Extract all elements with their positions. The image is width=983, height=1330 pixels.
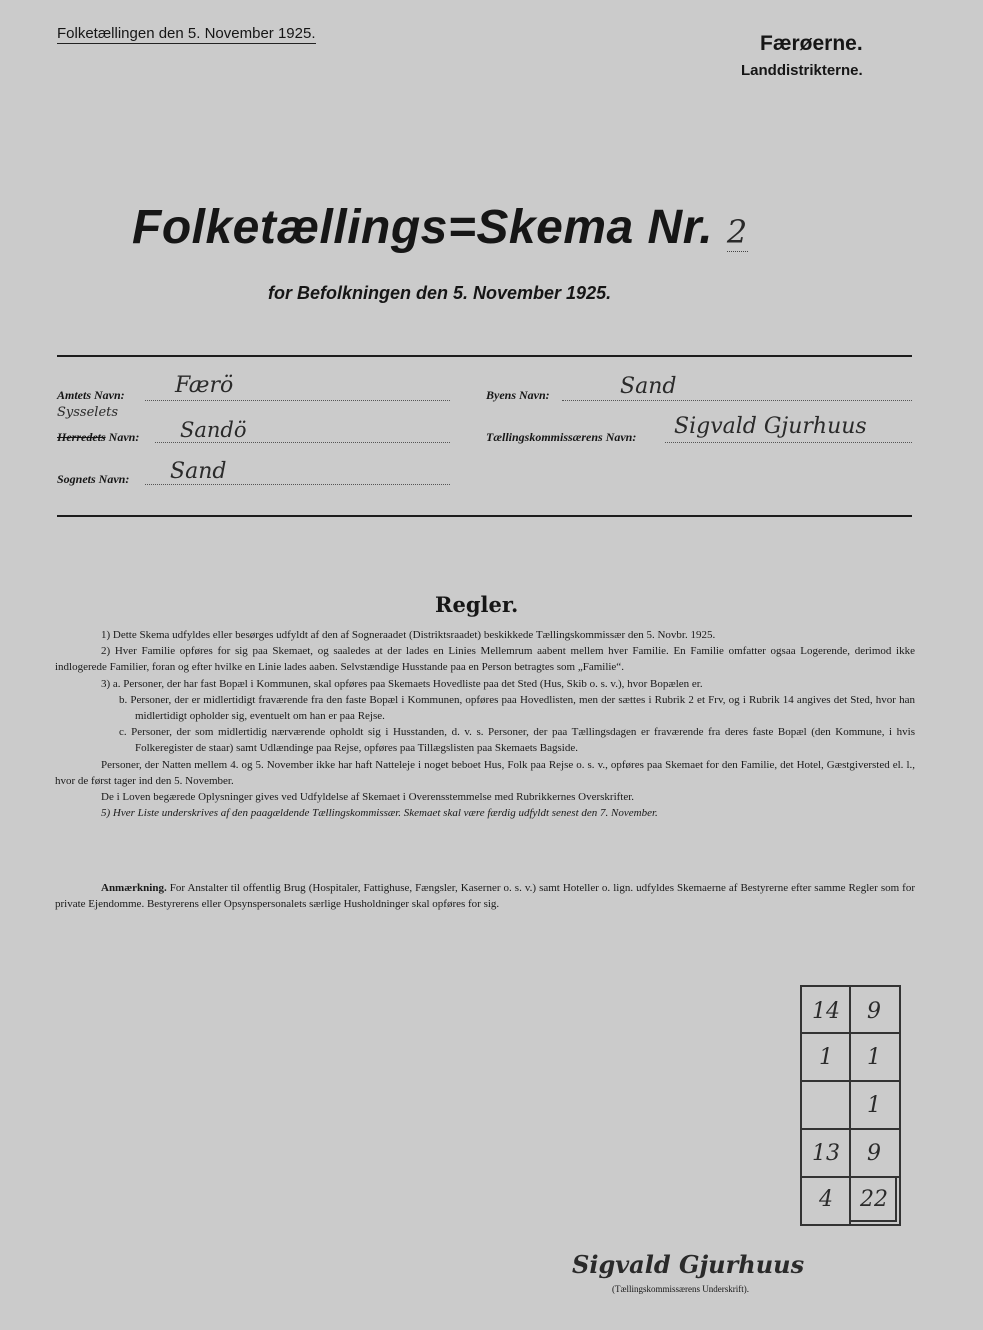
sogn-line (145, 484, 450, 485)
rule-3c: c. Personer, der som midlertidig nærværende opholdt sig i Husstanden, d. v. s. Personer, der paa Tællingsdagen er fraværende fra deres faste Bopæl (den Kommune, i hvis Folkeregister de staar) samt Udlændinge paa Rejse, opføres paa Tillægslisten paa Skemaets Bagside. (119, 726, 915, 755)
tally-cell: 9 (867, 1141, 881, 1166)
signature-caption: (Tællingskommissærens Underskrift). (612, 1284, 749, 1294)
grid-row-line (802, 1032, 899, 1034)
amt-value: Færö (175, 373, 234, 398)
tally-cell: 1 (867, 1045, 881, 1070)
divider-bottom (57, 515, 912, 517)
signature: Sigvald Gjurhuus (572, 1250, 805, 1279)
rule-5: 5) Hver Liste underskrives af den paagældende Tællingskommissær. Skemaet skal være færdig udfyldt senest den 7. November. (101, 807, 658, 820)
rules-heading: Regler. (435, 592, 519, 617)
census-title: Folketællingen den 5. November 1925. (57, 25, 316, 42)
rule-2: 2) Hver Familie opføres for sig paa Skemaet, og saaledes at der lades en Linies Mellemrum aabent mellem hver Familie. En Familie omfatter ogsaa Logerende, derimod ikke indlogerede Familier, foran og efter hvilke en Linie lades aaben. Selvstændige Husstande paa en Person betragtes som „Familie“. (55, 645, 915, 674)
tally-cell: 13 (812, 1141, 840, 1166)
tally-cell: 9 (867, 999, 881, 1024)
form-number: 2 (726, 213, 748, 251)
note-label: Anmærkning. (101, 882, 167, 894)
herred-label-suffix: Navn: (108, 430, 140, 444)
rules-body (55, 627, 915, 821)
rule-1: 1) Dette Skema udfyldes eller besørges udfyldt af den af Sogneraadet (Distriktsraadet) beskikkede Tællingskommissær den 5. Novbr. 1925. (101, 629, 716, 641)
kommissaer-line (665, 442, 912, 443)
tally-cell: 22 (860, 1187, 888, 1212)
grid-row-line (802, 1128, 899, 1130)
herred-line (155, 442, 450, 443)
amt-line (145, 400, 450, 401)
note-text: For Anstalter til offentlig Brug (Hospitaler, Fattighuse, Fængsler, Kaserner o. s. v.) samt Hoteller o. lign. udfyldes Skemaerne af Bestyrerne efter samme Regler som for private Ejendomme. Bestyrerens eller Opsynspersonalets særlige Husholdninger skal opføres for sig. (55, 882, 916, 911)
herred-label (57, 430, 139, 445)
rule-3b: b. Personer, der er midlertidigt fraværende fra den faste Bopæl i Kommunen, opføres paa Hovedlisten, men der sættes i Rubrik 2 et Frv, og i Rubrik 14 angives det Sted, hvor han midlertidigt opholder sig, eventuelt om han er paa Rejse. (119, 693, 915, 723)
kommissaer-label: Tællingskommissærens Navn: (486, 430, 637, 444)
rule-night: Personer, der Natten mellem 4. og 5. November ikke har haft Natteleje i noget beboet Hus, Folk paa Rejse o. s. v., opføres paa Skemaet for den Familie, det Hotel, Gæstgiversted el. l., hvor de først tager ind den 5. November. (55, 758, 915, 787)
amt-label: Amtets Navn: (57, 388, 125, 402)
note (55, 880, 915, 912)
rule-3a: 3) a. Personer, der har fast Bopæl i Kommunen, skal opføres paa Skemaets Hovedliste paa det Sted (Hus, Skib o. s. v.), hvor Bopælen er. (101, 677, 703, 690)
grid-box-last (849, 1176, 897, 1222)
kommissaer-value: Sigvald Gjurhuus (674, 414, 867, 439)
tally-cell: 14 (812, 999, 840, 1024)
sogn-value: Sand (170, 459, 227, 484)
byen-line (562, 400, 912, 401)
divider-top (57, 355, 912, 357)
tally-cell: 1 (867, 1093, 881, 1118)
herred-value: Sandö (180, 418, 247, 442)
byen-label: Byens Navn: (486, 388, 550, 402)
tally-cell: 4 (819, 1187, 833, 1212)
tally-cell: 1 (819, 1045, 833, 1070)
herredets-struck: Herredets (57, 430, 106, 444)
byen-value: Sand (620, 374, 677, 399)
form-title (132, 200, 748, 255)
sogn-label: Sognets Navn: (57, 472, 130, 486)
tally-grid (800, 985, 901, 1226)
rule-4: De i Loven begærede Oplysninger gives ved Udfyldelse af Skemaet i Overensstemmelse med Rubrikkernes Overskrifter. (101, 791, 635, 804)
form-title-text: Folketællings=Skema Nr. (132, 201, 714, 254)
form-subtitle: for Befolkningen den 5. November 1925. (268, 283, 612, 303)
region-label: Færøerne. (760, 32, 863, 55)
note-paragraph (55, 880, 915, 912)
district-label: Landdistrikterne. (741, 62, 863, 79)
sysselets-handwritten: Sysselets (57, 405, 119, 420)
grid-row-line (802, 1080, 899, 1082)
